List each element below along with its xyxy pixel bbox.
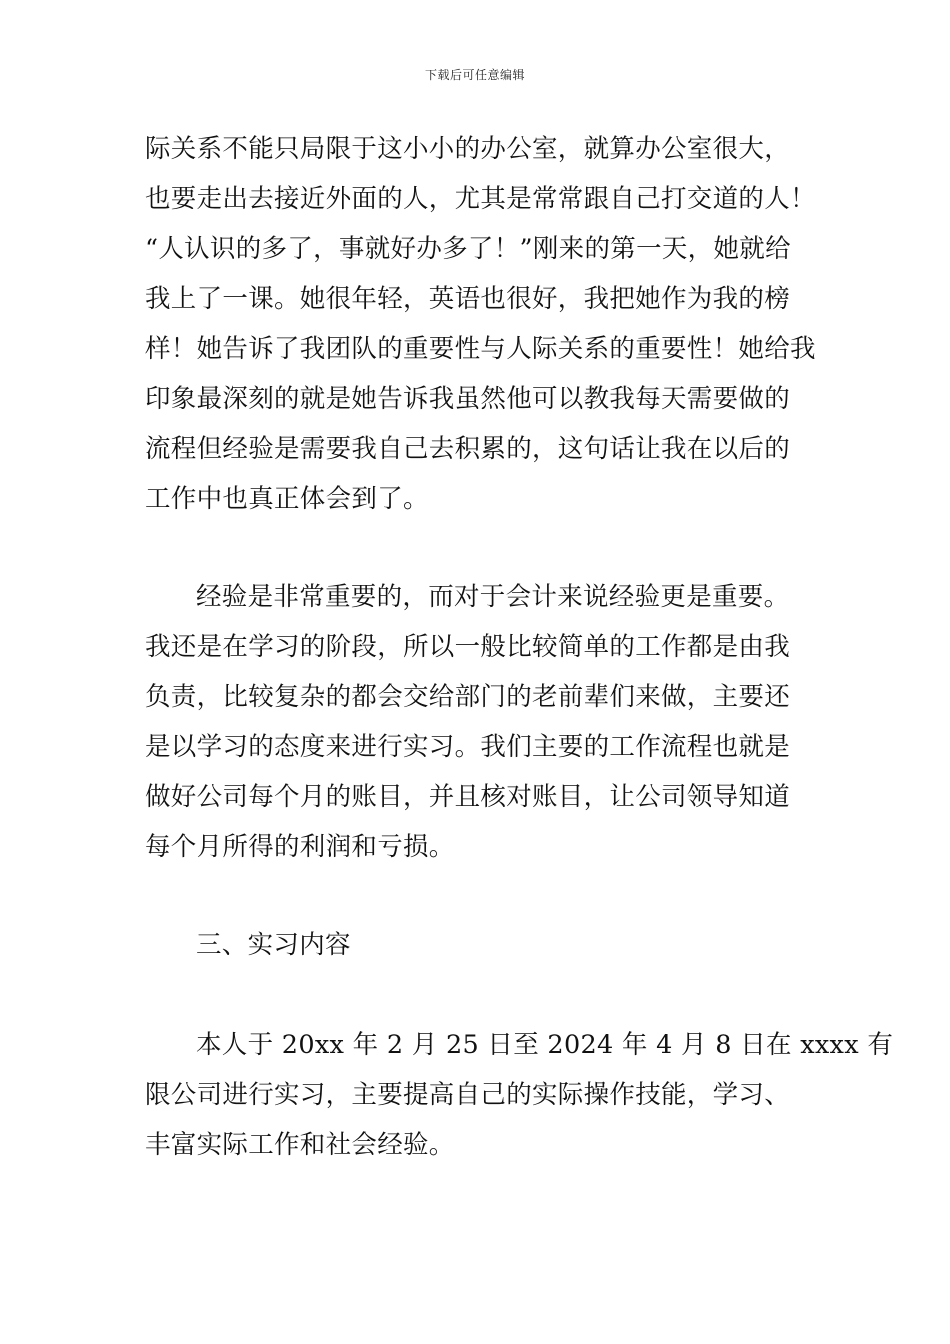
paragraph-line: 我还是在学习的阶段，所以一般比较简单的工作都是由我 [145,632,791,662]
paragraph-line: 做好公司每个月的账目，并且核对账目，让公司领导知道 [145,782,791,812]
paragraph-line: 样！她告诉了我团队的重要性与人际关系的重要性！她给我 [145,334,816,364]
section-heading: 三、实习内容 [196,930,351,960]
paragraph-line: 限公司进行实习，主要提高自己的实际操作技能，学习、 [145,1080,791,1110]
paragraph-line: 印象最深刻的就是她告诉我虽然他可以教我每天需要做的 [145,384,791,414]
paragraph-line: 丰富实际工作和社会经验。 [145,1130,455,1160]
paragraph-line: 负责，比较复杂的都会交给部门的老前辈们来做，主要还 [145,682,791,712]
paragraph-line: 我上了一课。她很年轻，英语也很好，我把她作为我的榜 [145,284,791,314]
paragraph-line: “人认识的多了，事就好办多了！”刚来的第一天，她就给 [145,234,791,264]
paragraph-line: 每个月所得的利润和亏损。 [145,832,455,862]
paragraph-line: 际关系不能只局限于这小小的办公室，就算办公室很大， [145,134,791,164]
paragraph-line: 工作中也真正体会到了。 [145,484,429,514]
page-header: 下载后可任意编辑 [424,68,525,82]
paragraph-line: 本人于 20xx 年 2 月 25 日至 2024 年 4 月 8 日在 xxxx 有 [196,1030,894,1060]
paragraph-line: 是以学习的态度来进行实习。我们主要的工作流程也就是 [145,732,791,762]
paragraph-line: 流程但经验是需要我自己去积累的，这句话让我在以后的 [145,434,791,464]
paragraph-line: 也要走出去接近外面的人，尤其是常常跟自己打交道的人！ [145,184,816,214]
paragraph-line: 经验是非常重要的，而对于会计来说经验更是重要。 [196,582,790,612]
